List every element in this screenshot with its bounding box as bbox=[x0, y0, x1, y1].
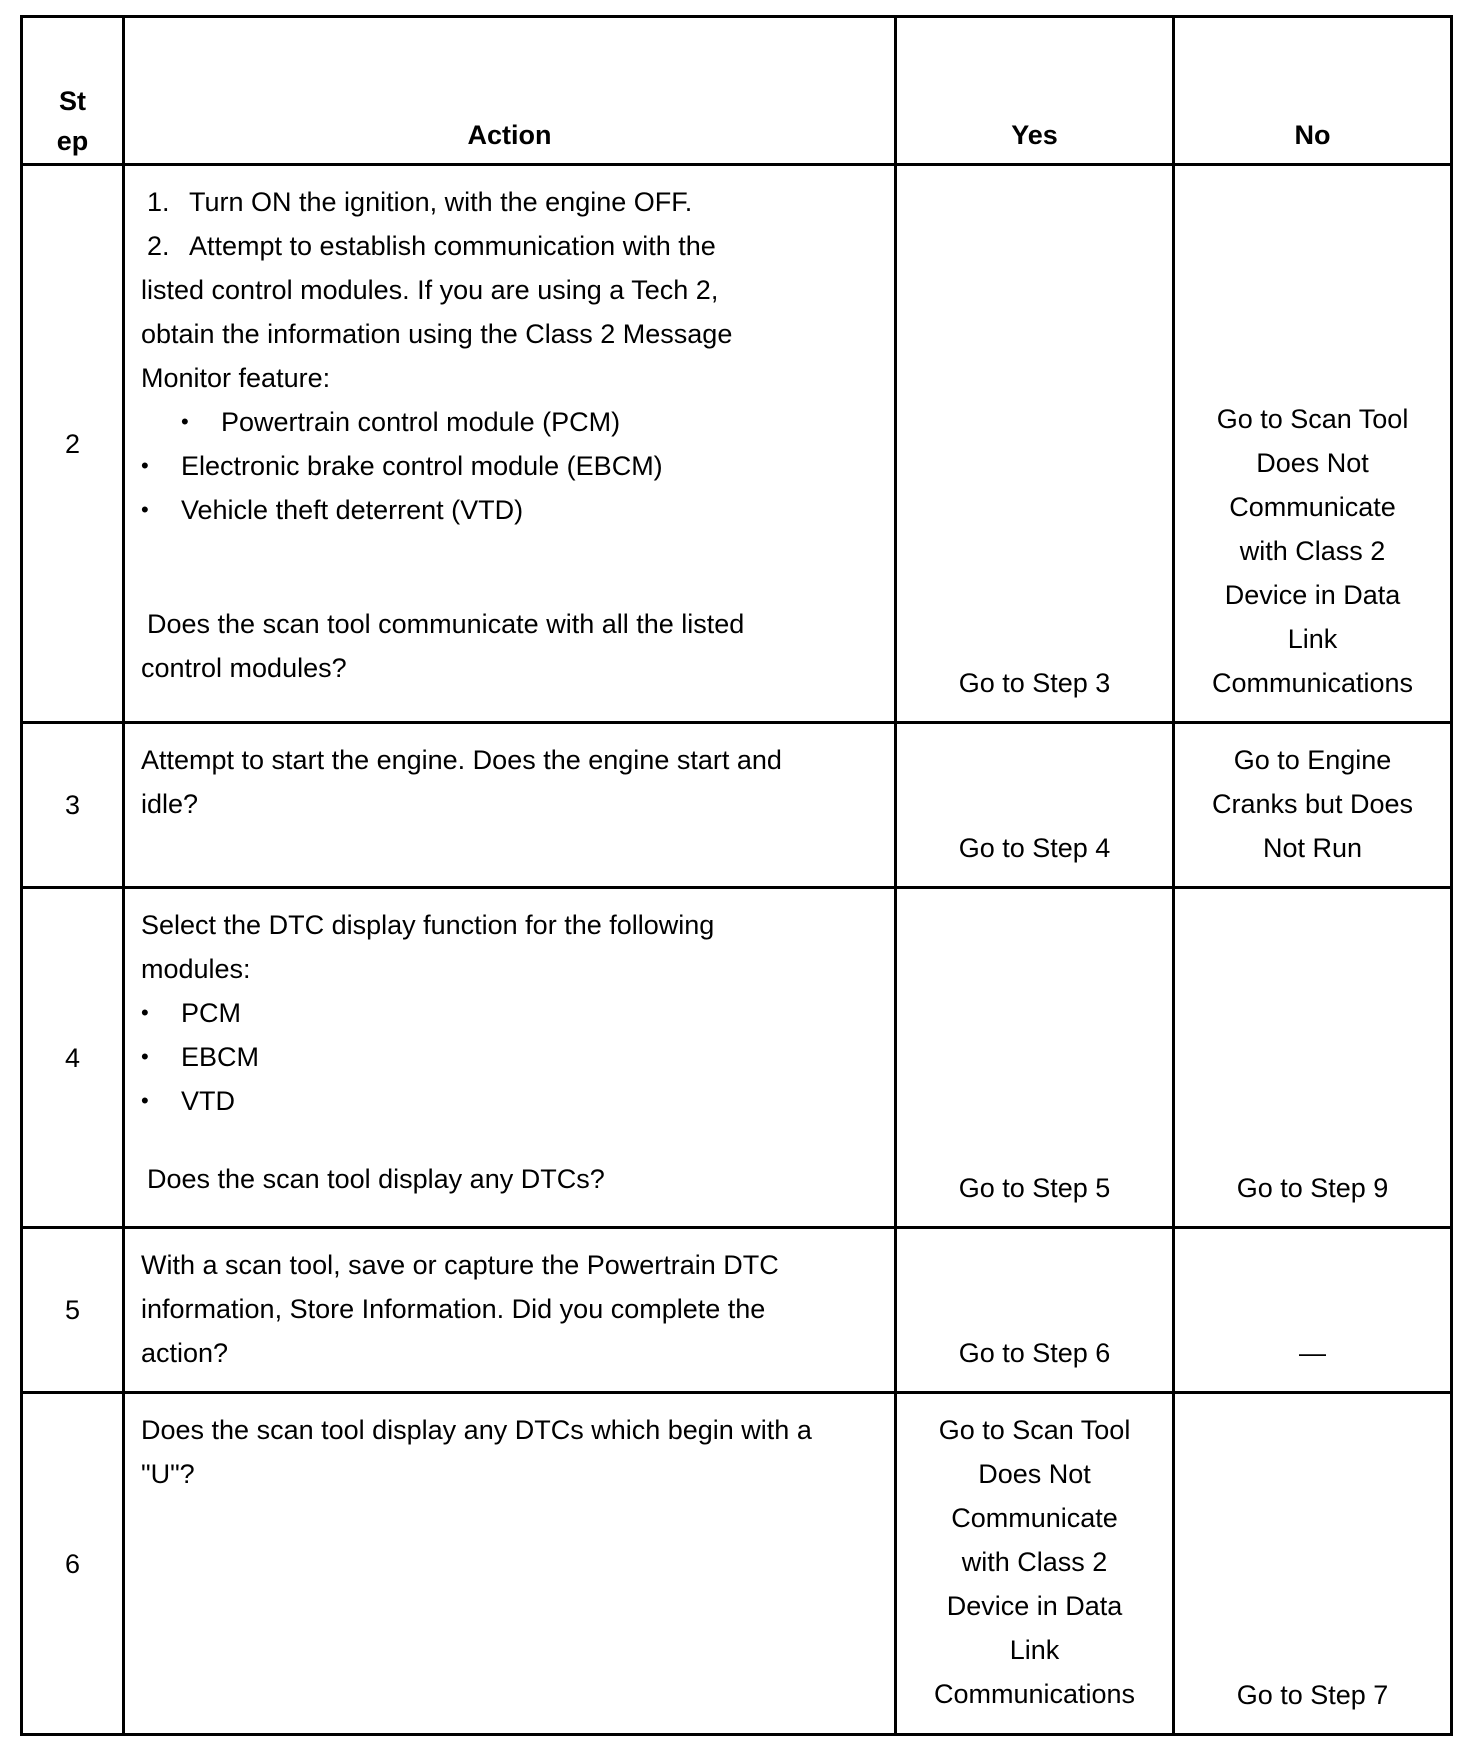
action-text: obtain the information using the Class 2 Message bbox=[141, 319, 733, 349]
numbered-item: 1. Turn ON the ignition, with the engine OFF. bbox=[147, 187, 693, 217]
action-cell: Attempt to start the engine. Does the engine start and idle? bbox=[124, 723, 896, 888]
header-yes: Yes bbox=[896, 17, 1174, 165]
header-action: Action bbox=[124, 17, 896, 165]
bullet-item: • EBCM bbox=[141, 1035, 878, 1079]
bullet-icon: • bbox=[141, 1000, 149, 1025]
question-text: control modules? bbox=[141, 653, 347, 683]
bullet-icon: • bbox=[181, 409, 189, 434]
bullet-icon: • bbox=[141, 1044, 149, 1069]
action-cell: Does the scan tool display any DTCs which begin with a "U"? bbox=[124, 1393, 896, 1735]
action-cell: With a scan tool, save or capture the Powertrain DTC information, Store Information. Did you complete the action? bbox=[124, 1228, 896, 1393]
no-cell: Go to Engine Cranks but Does Not Run bbox=[1174, 723, 1452, 888]
yes-text: Go to Step 3 bbox=[958, 668, 1111, 698]
bullet-item: • Powertrain control module (PCM) bbox=[141, 400, 878, 444]
action-text: Monitor feature: bbox=[141, 363, 331, 393]
step-number: 6 bbox=[22, 1393, 124, 1735]
diagnostic-table bbox=[20, 15, 1453, 1736]
bullet-icon: • bbox=[141, 453, 149, 478]
bullet-item: • VTD bbox=[141, 1079, 878, 1123]
step-number: 3 bbox=[22, 723, 124, 888]
no-cell: — bbox=[1174, 1228, 1452, 1393]
table-row bbox=[22, 165, 1452, 723]
no-cell: Go to Step 9 bbox=[1174, 888, 1452, 1228]
yes-cell: Go to Step 4 bbox=[896, 723, 1174, 888]
header-step-line2: ep bbox=[56, 126, 89, 156]
table-row bbox=[22, 1228, 1452, 1393]
question-text: Does the scan tool communicate with all the listed bbox=[147, 609, 745, 639]
header-step bbox=[22, 17, 124, 165]
yes-cell: Go to Step 5 bbox=[896, 888, 1174, 1228]
yes-cell: Go to Step 6 bbox=[896, 1228, 1174, 1393]
no-cell: Go to Step 7 bbox=[1174, 1393, 1452, 1735]
header-no: No bbox=[1174, 17, 1452, 165]
table-row bbox=[22, 723, 1452, 888]
header-step-line1: St bbox=[59, 86, 86, 116]
table-row bbox=[22, 888, 1452, 1228]
question-text: Does the scan tool display any DTCs? bbox=[147, 1164, 605, 1194]
numbered-item: 2. Attempt to establish communication with the bbox=[147, 231, 716, 261]
yes-cell: Go to Scan Tool Does Not Communicate with Class 2 Device in Data Link Communications bbox=[896, 1393, 1174, 1735]
no-cell: Go to Scan Tool Does Not Communicate with Class 2 Device in Data Link Communications bbox=[1174, 165, 1452, 723]
bullet-icon: • bbox=[141, 1088, 149, 1113]
action-text: listed control modules. If you are using a Tech 2, bbox=[141, 275, 719, 305]
bullet-item: • Electronic brake control module (EBCM) bbox=[141, 444, 878, 488]
bullet-icon: • bbox=[141, 497, 149, 522]
action-cell bbox=[124, 165, 896, 723]
action-cell: Select the DTC display function for the following modules: • PCM • EBCM • VTD Does the scan tool display any DTCs? bbox=[124, 888, 896, 1228]
step-number: 4 bbox=[22, 888, 124, 1228]
step-number: 2 bbox=[22, 165, 124, 723]
step-number: 5 bbox=[22, 1228, 124, 1393]
header-row bbox=[22, 17, 1452, 165]
bullet-item: • Vehicle theft deterrent (VTD) bbox=[141, 488, 878, 532]
yes-cell bbox=[896, 165, 1174, 723]
bullet-item: • PCM bbox=[141, 991, 878, 1035]
table-row bbox=[22, 1393, 1452, 1735]
